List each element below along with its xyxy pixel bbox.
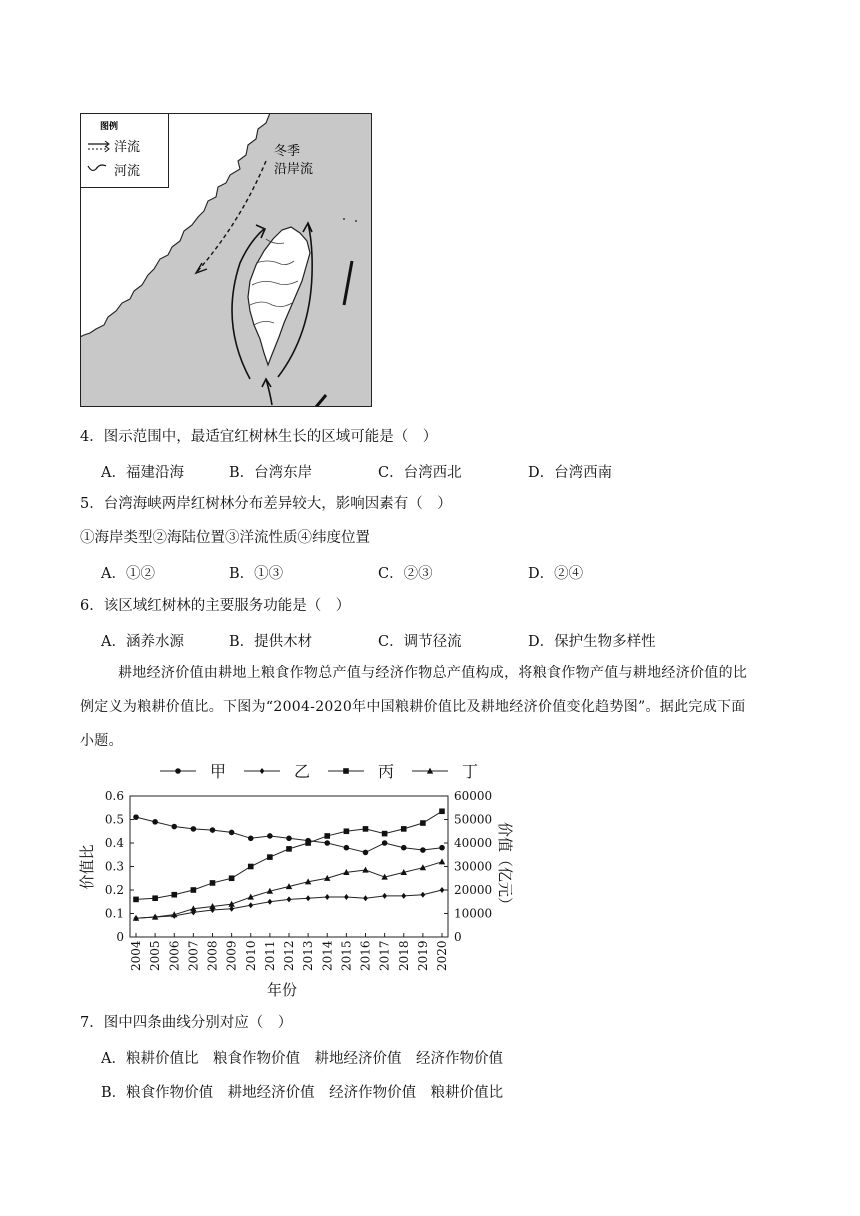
trend-chart <box>72 757 542 1005</box>
series-3-point <box>267 854 273 860</box>
question-7-stem: 7．图中四条曲线分别对应（ ） <box>80 1015 293 1031</box>
series-1-point <box>210 827 216 833</box>
series-2-point <box>229 906 234 912</box>
x-tick-label: 2004 <box>129 940 143 971</box>
question-5-option-b[interactable]: B．①③ <box>229 566 284 582</box>
right-tick-label: 40000 <box>454 836 493 850</box>
x-tick-label: 2005 <box>148 940 163 971</box>
map-figure <box>80 113 372 407</box>
series-1-point <box>324 840 330 846</box>
legend-marker-3 <box>343 768 349 774</box>
legend-ocean-label: 洋流 <box>114 140 141 155</box>
question-7-option-b[interactable]: B．粮食作物价值 耕地经济价值 经济作物价值 粮耕价值比 <box>101 1085 504 1101</box>
series-2-point <box>420 892 425 898</box>
x-tick-label: 2012 <box>282 940 296 971</box>
series-1-point <box>363 850 369 856</box>
series-1-point <box>152 819 158 825</box>
series-1-point <box>344 845 350 851</box>
series-1-point <box>229 830 235 836</box>
left-tick-label: 0.1 <box>104 906 124 921</box>
x-tick-label: 2006 <box>167 940 182 971</box>
question-4-option-b[interactable]: B．台湾东岸 <box>229 465 313 481</box>
series-3-point <box>363 826 369 832</box>
x-tick-label: 2009 <box>224 940 239 971</box>
series-3-point <box>171 892 177 898</box>
passage-line-2: 例定义为粮耕价值比。下图为“2004-2020年中国粮耕价值比及耕地经济价值变化趋势图”。据此完成下面 <box>80 699 746 715</box>
series-4-point <box>439 858 445 864</box>
taiwan-strait-map <box>80 113 372 407</box>
x-tick-label: 2010 <box>243 940 258 971</box>
series-1-point <box>286 836 292 842</box>
legend-label-1: 甲 <box>210 762 227 781</box>
trend-chart-svg <box>72 757 542 1005</box>
series-3-point <box>439 808 445 814</box>
series-3-point <box>401 826 407 832</box>
x-tick-label: 2011 <box>262 940 277 971</box>
right-tick-label: 60000 <box>454 789 493 803</box>
series-3-point <box>420 820 426 826</box>
legend-marker-2 <box>260 768 265 774</box>
legend-label-4: 丁 <box>462 762 479 781</box>
right-tick-label: 20000 <box>454 883 493 897</box>
question-5-option-d[interactable]: D．②④ <box>528 566 584 582</box>
question-6-option-a[interactable]: A．涵养水源 <box>101 634 184 650</box>
series-2-point <box>248 902 253 908</box>
series-2-point <box>344 894 349 900</box>
series-3-point <box>286 846 292 852</box>
right-tick-label: 50000 <box>454 812 493 827</box>
series-3-point <box>305 840 311 846</box>
legend-label-3: 丙 <box>378 762 395 781</box>
legend-river-label: 河流 <box>114 164 141 179</box>
x-tick-label: 2014 <box>320 940 335 971</box>
series-2-point <box>363 895 368 901</box>
passage-line-1: 耕地经济价值由耕地上粮食作物总产值与经济作物总产值构成，将粮食作物产值与耕地经济价值的比 <box>118 665 748 681</box>
left-axis-title: 价值比 <box>78 844 96 890</box>
left-tick-label: 0.6 <box>104 789 124 803</box>
series-3-point <box>248 864 254 870</box>
legend-label-2: 乙 <box>294 762 311 781</box>
right-tick-label: 10000 <box>454 906 493 921</box>
question-7-option-a[interactable]: A．粮耕价值比 粮食作物价值 耕地经济价值 经济作物价值 <box>101 1051 503 1067</box>
series-1-point <box>439 845 445 851</box>
small-island <box>343 218 345 220</box>
x-tick-label: 2007 <box>186 940 201 971</box>
series-2-point <box>325 894 330 900</box>
left-tick-label: 0.3 <box>104 859 124 874</box>
question-4-option-c[interactable]: C．台湾西北 <box>378 465 462 481</box>
right-tick-label: 0 <box>454 930 462 944</box>
legend-marker-1 <box>175 768 181 774</box>
series-1-point <box>191 826 197 832</box>
series-2-point <box>267 899 272 905</box>
question-5-stem: 5．台湾海峡两岸红树林分布差异较大，影响因素有（ ） <box>80 496 452 512</box>
question-5-option-a[interactable]: A．①② <box>101 566 155 582</box>
x-tick-label: 2017 <box>377 940 392 971</box>
series-1-point <box>382 840 388 846</box>
map-legend <box>81 114 169 188</box>
series-1-point <box>267 833 273 839</box>
left-tick-label: 0 <box>116 930 124 944</box>
x-tick-label: 2020 <box>435 940 449 971</box>
left-tick-label: 0.5 <box>104 812 124 827</box>
series-line-4 <box>136 862 442 918</box>
series-1-point <box>171 824 177 830</box>
x-tick-label: 2016 <box>358 940 373 971</box>
question-6-option-b[interactable]: B．提供木材 <box>229 634 313 650</box>
legend-title: 图例 <box>100 122 119 132</box>
series-3-point <box>152 895 158 901</box>
series-1-point <box>133 814 139 820</box>
question-4-option-d[interactable]: D．台湾西南 <box>528 465 613 481</box>
question-6-stem: 6．该区域红树林的主要服务功能是（ ） <box>80 598 351 614</box>
series-3-point <box>210 880 216 886</box>
plot-frame <box>130 796 448 937</box>
x-tick-label: 2008 <box>205 940 220 971</box>
series-2-point <box>401 893 406 899</box>
right-axis-title: 价值（亿元） <box>496 821 514 913</box>
current-label-line2: 沿岸流 <box>274 162 314 177</box>
series-3-point <box>324 833 330 839</box>
series-3-point <box>382 831 388 837</box>
series-line-2 <box>136 890 442 918</box>
x-tick-label: 2019 <box>415 940 430 971</box>
x-tick-label: 2015 <box>339 940 354 971</box>
current-label-line1: 冬季 <box>274 144 301 159</box>
question-4-stem: 4．图示范围中，最适宜红树林生长的区域可能是（ ） <box>80 429 438 445</box>
series-4-point <box>362 867 368 873</box>
series-3-point <box>133 897 139 903</box>
right-tick-label: 30000 <box>454 859 493 874</box>
small-island <box>355 220 357 222</box>
series-1-point <box>248 836 254 842</box>
left-tick-label: 0.2 <box>104 883 124 897</box>
series-2-point <box>306 895 311 901</box>
series-2-point <box>287 896 292 902</box>
series-3-point <box>229 875 235 881</box>
x-tick-label: 2018 <box>396 940 411 971</box>
question-6-option-c[interactable]: C．调节径流 <box>378 634 462 650</box>
question-4-option-a[interactable]: A．福建沿海 <box>101 465 184 481</box>
series-3-point <box>191 887 197 893</box>
question-6-option-d[interactable]: D．保护生物多样性 <box>528 634 656 650</box>
series-3-point <box>344 828 350 834</box>
question-5-option-c[interactable]: C．②③ <box>378 566 433 582</box>
x-tick-label: 2013 <box>301 940 316 971</box>
series-2-point <box>440 887 445 893</box>
series-2-point <box>382 893 387 899</box>
series-1-point <box>420 847 426 853</box>
question-5-statement: ①海岸类型②海陆位置③洋流性质④纬度位置 <box>80 530 370 546</box>
x-axis-title: 年份 <box>266 981 298 999</box>
left-tick-label: 0.4 <box>104 836 124 850</box>
series-1-point <box>401 845 407 851</box>
passage-line-3: 小题。 <box>80 733 123 749</box>
